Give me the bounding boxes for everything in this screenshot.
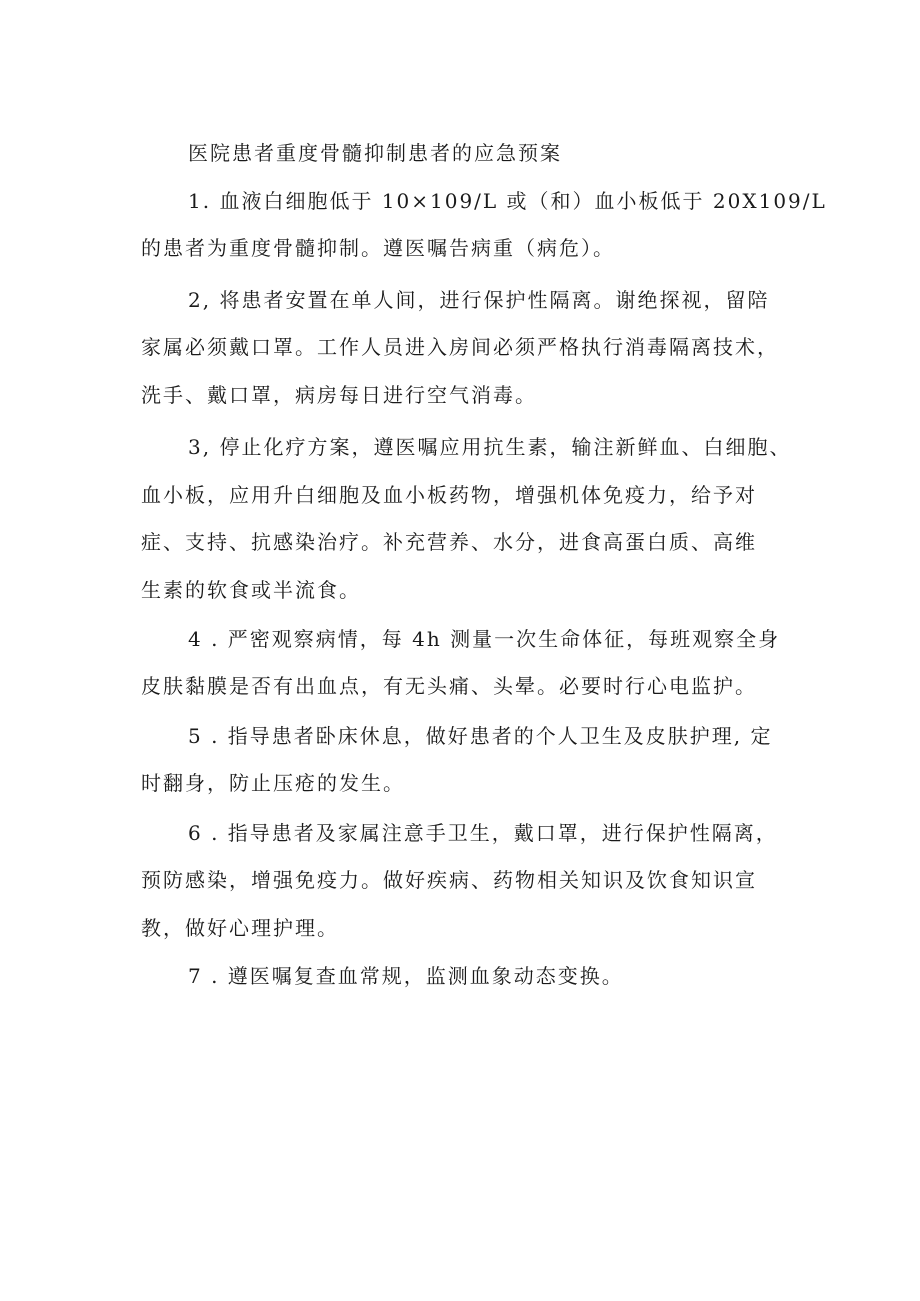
paragraph-2-line-1: 2, 将患者安置在单人间，进行保护性隔离。谢绝探视，留陪 — [188, 288, 770, 312]
paragraph-4-line-2: 皮肤黏膜是否有出血点，有无头痛、头晕。必要时行心电监护。 — [141, 674, 757, 698]
paragraph-3-line-4: 生素的软食或半流食。 — [141, 578, 361, 602]
paragraph-2-line-2: 家属必须戴口罩。工作人员进入房间必须严格执行消毒隔离技术， — [141, 335, 779, 359]
paragraph-7-line-1: 7 . 遵医嘱复查血常规，监测血象动态变换。 — [188, 964, 624, 988]
paragraph-6-line-3: 教，做好心理护理。 — [141, 916, 339, 940]
paragraph-3-line-3: 症、支持、抗感染治疗。补充营养、水分，进食高蛋白质、高维 — [141, 530, 757, 554]
paragraph-2-line-3: 洗手、戴口罩，病房每日进行空气消毒。 — [141, 383, 537, 407]
paragraph-3-line-2: 血小板，应用升白细胞及血小板药物，增强机体免疫力，给予对 — [141, 483, 757, 507]
paragraph-3-line-1: 3, 停止化疗方案，遵医嘱应用抗生素，输注新鲜血、白细胞、 — [188, 435, 792, 459]
paragraph-5-line-1: 5 . 指导患者卧床休息，做好患者的个人卫生及皮肤护理, 定 — [188, 724, 773, 748]
paragraph-1-line-2: 的患者为重度骨髓抑制。遵医嘱告病重（病危）。 — [141, 236, 615, 260]
paragraph-6-line-1: 6 . 指导患者及家属注意手卫生，戴口罩，进行保护性隔离， — [188, 821, 778, 845]
paragraph-1-line-1: 1. 血液白细胞低于 10×109/L 或（和）血小板低于 20X109/L — [188, 189, 827, 213]
document-title: 医院患者重度骨髓抑制患者的应急预案 — [188, 141, 562, 165]
paragraph-6-line-2: 预防感染，增强免疫力。做好疾病、药物相关知识及饮食知识宣 — [141, 868, 757, 892]
paragraph-5-line-2: 时翻身，防止压疮的发生。 — [141, 771, 405, 795]
paragraph-4-line-1: 4 . 严密观察病情，每 4h 测量一次生命体征，每班观察全身 — [188, 627, 781, 651]
